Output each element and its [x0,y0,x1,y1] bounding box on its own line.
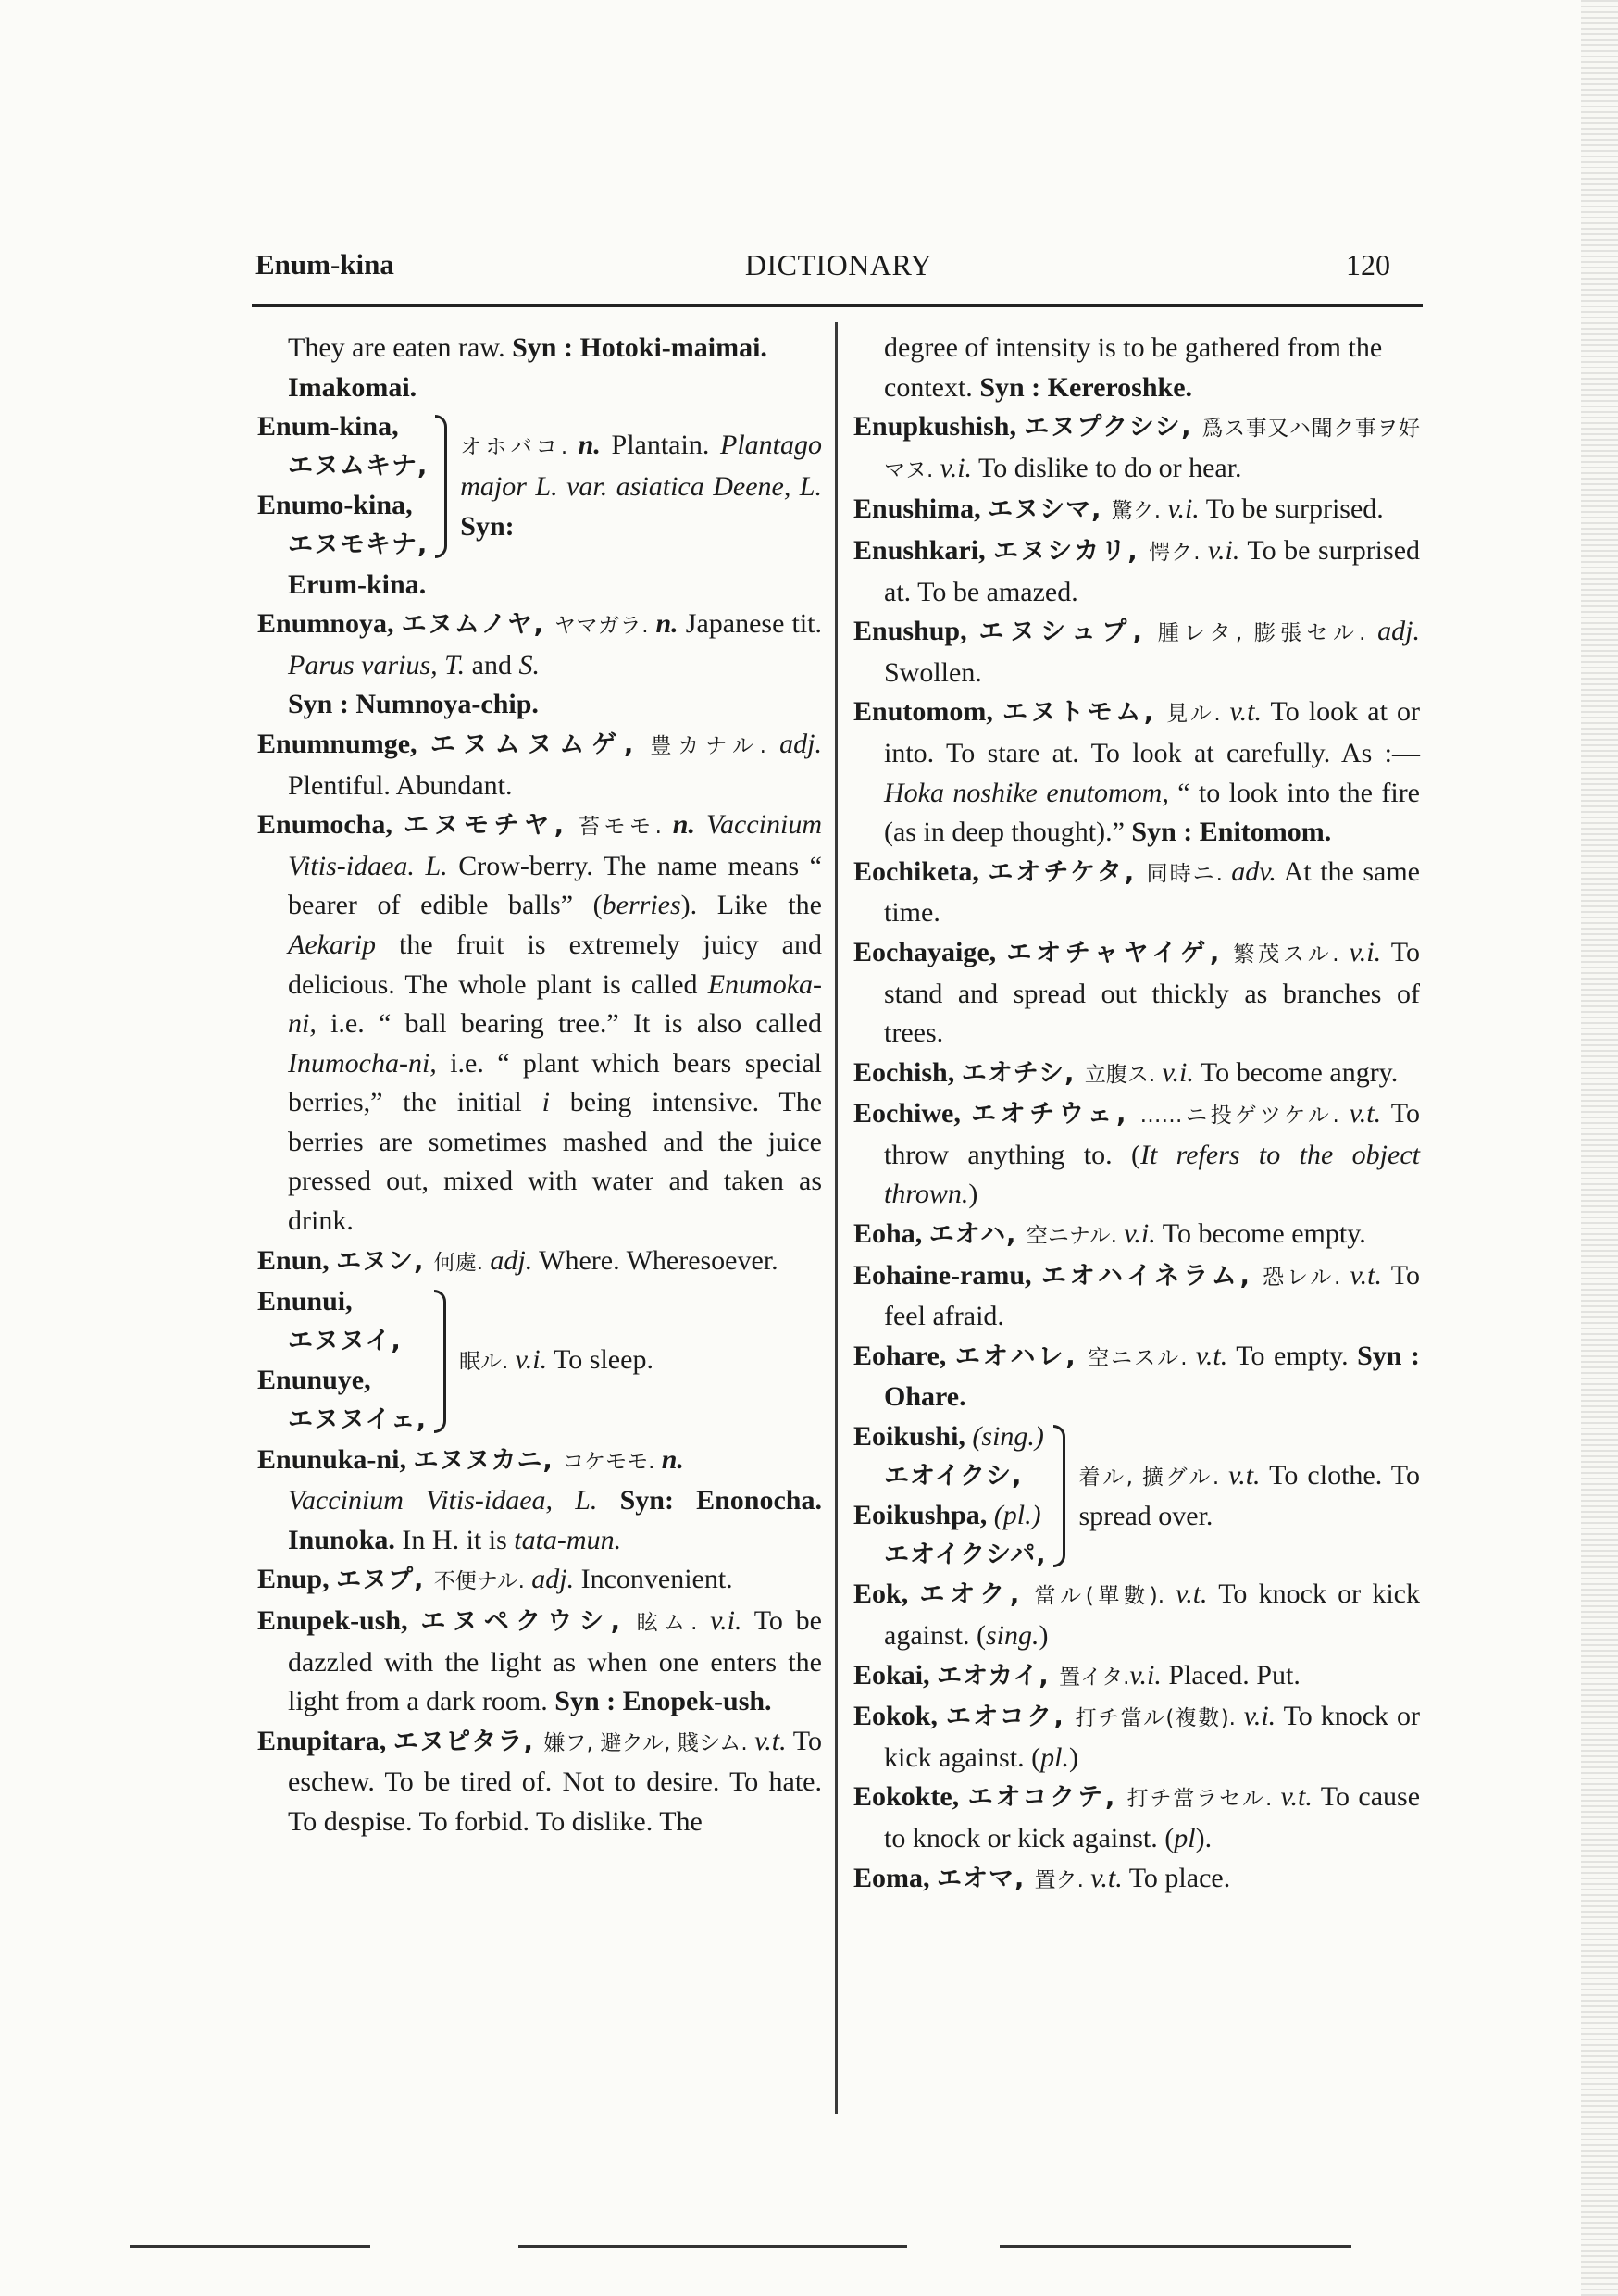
headword: Enunui, [257,1286,353,1317]
entry-eokai: Eokai, エオカイ, 置イタ.v.i. Placed. Put. [853,1659,1301,1691]
entry-enumnumge: Enumnumge, エヌムヌムゲ, 豊カナル. adj. Plentiful. Abundant. [257,728,822,801]
header-title: DICTIONARY [744,248,933,281]
synonym: Erum-kina. [288,568,427,600]
brace [1053,1425,1065,1567]
entry-eohaine-ramu: Eohaine-ramu, エオハイネラム, 恐レル. v.t. To feel afraid. [853,1259,1420,1332]
header-guide-word: Enum-kina [255,248,394,281]
page-number: 120 [1346,248,1390,281]
brace [434,1290,446,1432]
entry-eok: Eok, エオク, 當ル(單數). v.t. To knock or kick against. (sing.) [853,1578,1420,1651]
brace [435,415,447,557]
entry-enumnoya: Enumnoya, エヌムノヤ, ヤマガラ. n. Japanese tit. Parus varius, T. and S. Syn : Numnoya-chip. [257,608,822,720]
entry-enupek-ush: Enupek-ush, エヌペクウシ, 眩ム. v.i. To be dazzled with the light as when one enters the light from a dark room. Syn : Enopek-ush. [257,1605,822,1717]
entry-continuation: degree of intensity is to be gathered from the context. Syn : Kereroshke. [884,332,1383,403]
entry-eochiketa: Eochiketa, エオチケタ, 同時ニ. adv. At the same time. [853,855,1420,929]
entry-eokokte: Eokokte, エオコクテ, 打チ當ラセル. v.t. To cause to knock or kick against. (pl). [853,1781,1421,1853]
entry-eohare: Eohare, エオハレ, 空ニスル. v.t. To empty. Syn : Ohare. [853,1340,1420,1413]
entry-enum-kina-group: Enum-kina, エヌムキナ, Enumo-kina, エヌモキナ, オホバコ. n. Plantain. Plantago major L. var. asiatica Deene, L. Syn: Erum-kina. [257,407,822,605]
headword: Eoikushi, [853,1421,965,1453]
entry-eoma: Eoma, エオマ, 置ク. v.t. To place. [853,1862,1231,1893]
entry-enunui-group: Enunui, エヌヌイ, Enunuye, エヌヌイェ, 眠ル. v.i. To sleep. [257,1282,822,1440]
column-divider [835,322,838,2114]
katakana: エオイクシ, [884,1461,1023,1491]
scan-edge [1581,0,1618,2296]
headword: Enumo-kina, [257,490,413,521]
katakana: エヌヌイェ, [288,1405,428,1435]
entry-eoha: Eoha, エオハ, 空ニナル. v.i. To become empty. [853,1218,1366,1250]
entry-enushima: Enushima, エヌシマ, 驚ク. v.i. To be surprised. [853,493,1384,525]
entry-enushkari: Enushkari, エヌシカリ, 愕ク. v.i. To be surprised at. To be amazed. [853,534,1421,607]
entry-enun: Enun, エヌン, 何處. adj. Where. Wheresoever. [257,1244,778,1276]
entry-eoikushi-group: Eoikushi, (sing.) エオイクシ, Eoikushpa, (pl.) エオイクシパ, 着ル, 擴グル. v.t. To clothe. To spread over. [853,1417,1420,1575]
entry-enushup: Enushup, エヌシュプ, 腫レタ, 膨張セル. adj. Swollen. [853,616,1421,688]
headword: Enum-kina, [257,411,399,443]
entry-enunuka-ni: Enunuka-ni, エヌヌカニ, コケモモ. n. Vaccinium Vitis-idaea, L. Syn: Enonocha. Inunoka. In H. it is tata-mun. [257,1443,822,1555]
katakana: エヌムキナ, [288,451,429,480]
entry-enup: Enup, エヌプ, 不便ナル. adj. Inconvenient. [257,1564,733,1595]
entry-enutomom: Enutomom, エヌトモム, 見ル. v.t. To look at or into. To stare at. To look at carefully. As :—Hoka noshike enutomom, “ to look into the fire (as in deep thought).” Syn : Enitomom. [853,696,1420,848]
footer-rule [130,2245,370,2248]
running-header [255,248,1422,294]
katakana: エオイクシパ, [884,1540,1047,1569]
left-column [257,329,822,1842]
header-rule [252,304,1423,307]
entry-enupkushish: Enupkushish, エヌプクシシ, 爲ス事又ハ聞ク事ヲ好マヌ. v.i. To dislike to do or hear. [853,411,1421,483]
katakana: エヌヌイ, [288,1326,402,1355]
headword: Enunuye, [257,1365,371,1396]
katakana: エヌモキナ, [288,530,429,559]
entry-enupitara: Enupitara, エヌピタラ, 嫌フ, 避クル, 賤シム. v.t. To eschew. To be tired of. Not to desire. To hate. To despise. To forbid. To dislike. The [257,1725,822,1837]
right-column [853,329,1420,1900]
headword: Eoikushpa, [853,1500,988,1531]
entry-eochayaige: Eochayaige, エオチャヤイゲ, 繁茂スル. v.i. To stand and spread out thickly as branches of trees. [853,936,1420,1049]
entry-eokok: Eokok, エオコク, 打チ當ル(複數). v.i. To knock or kick against. (pl.) [853,1701,1420,1773]
entry-enumocha: Enumocha, エヌモチヤ, 苔モモ. n. Vaccinium Vitis-idaea. L. Crow-berry. The name means “ bearer of edible balls” (berries). Like the Aekarip the fruit is extremely juicy and delicious. The whole plant is called Enumoka-ni, i.e. “ ball bearing tree.” It is also called Inumocha-ni, i.e. “ plant which bears special berries,” the initial i being intensive. The berries are sometimes mashed and the juice pressed out, mixed with water and taken as drink. [257,809,823,1237]
entry-continuation: They are eaten raw. Syn : Hotoki-maimai. Imakomai. [288,332,767,403]
entry-eochiwe: Eochiwe, エオチウェ, ……ニ投ゲツケル. v.t. To throw anything to. (It refers to the object thrown.) [853,1098,1420,1210]
footer-rule [518,2245,907,2248]
entry-eochish: Eochish, エオチシ, 立腹ス. v.i. To become angry. [853,1056,1399,1088]
footer-rule [1000,2245,1351,2248]
